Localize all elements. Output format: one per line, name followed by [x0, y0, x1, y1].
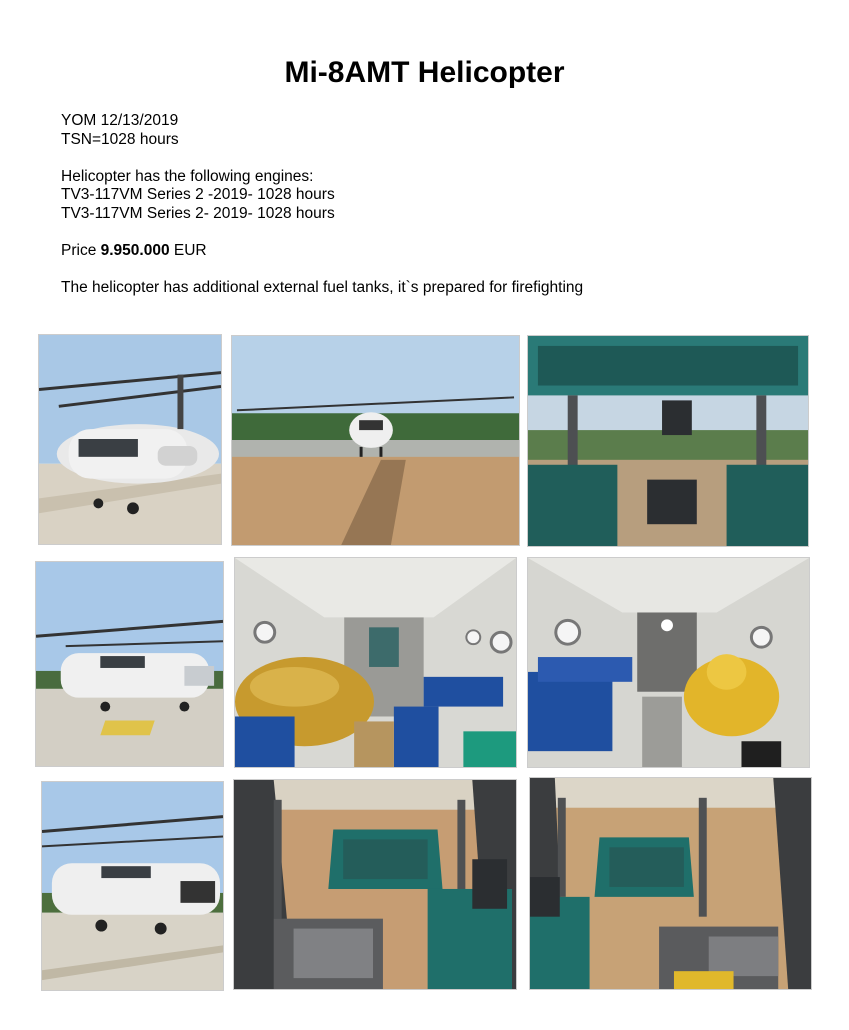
spec-block — [61, 112, 583, 297]
photo-cockpit-1 — [527, 335, 809, 547]
photo-cockpit-3 — [529, 777, 812, 990]
photo-helicopter-side-1 — [38, 334, 222, 545]
engine-line-2: TV3-117VM Series 2- 2019- 1028 hours — [61, 204, 335, 222]
photo-helicopter-side-2 — [35, 561, 224, 767]
price-line — [61, 242, 583, 261]
tsn-line: TSN=1028 hours — [61, 130, 179, 148]
photo-cockpit-2 — [233, 779, 517, 990]
photo-helicopter-side-3 — [41, 781, 224, 991]
page-title: Mi-8AMT Helicopter — [284, 56, 565, 89]
photo-cabin-tank-1 — [234, 557, 517, 768]
firefighting-note: The helicopter has additional external fuel tanks, it`s prepared for firefighting — [61, 278, 584, 296]
photo-cabin-tank-2 — [527, 557, 810, 768]
engines-intro: Helicopter has the following engines: — [61, 167, 314, 185]
yom-line: YOM 12/13/2019 — [61, 112, 179, 129]
price-value: 9.950.000 — [100, 241, 170, 259]
price-label: Price — [61, 241, 101, 259]
photo-helicopter-front — [231, 335, 520, 546]
engine-line-1: TV3-117VM Series 2 -2019- 1028 hours — [61, 186, 335, 203]
price-currency: EUR — [169, 241, 207, 259]
